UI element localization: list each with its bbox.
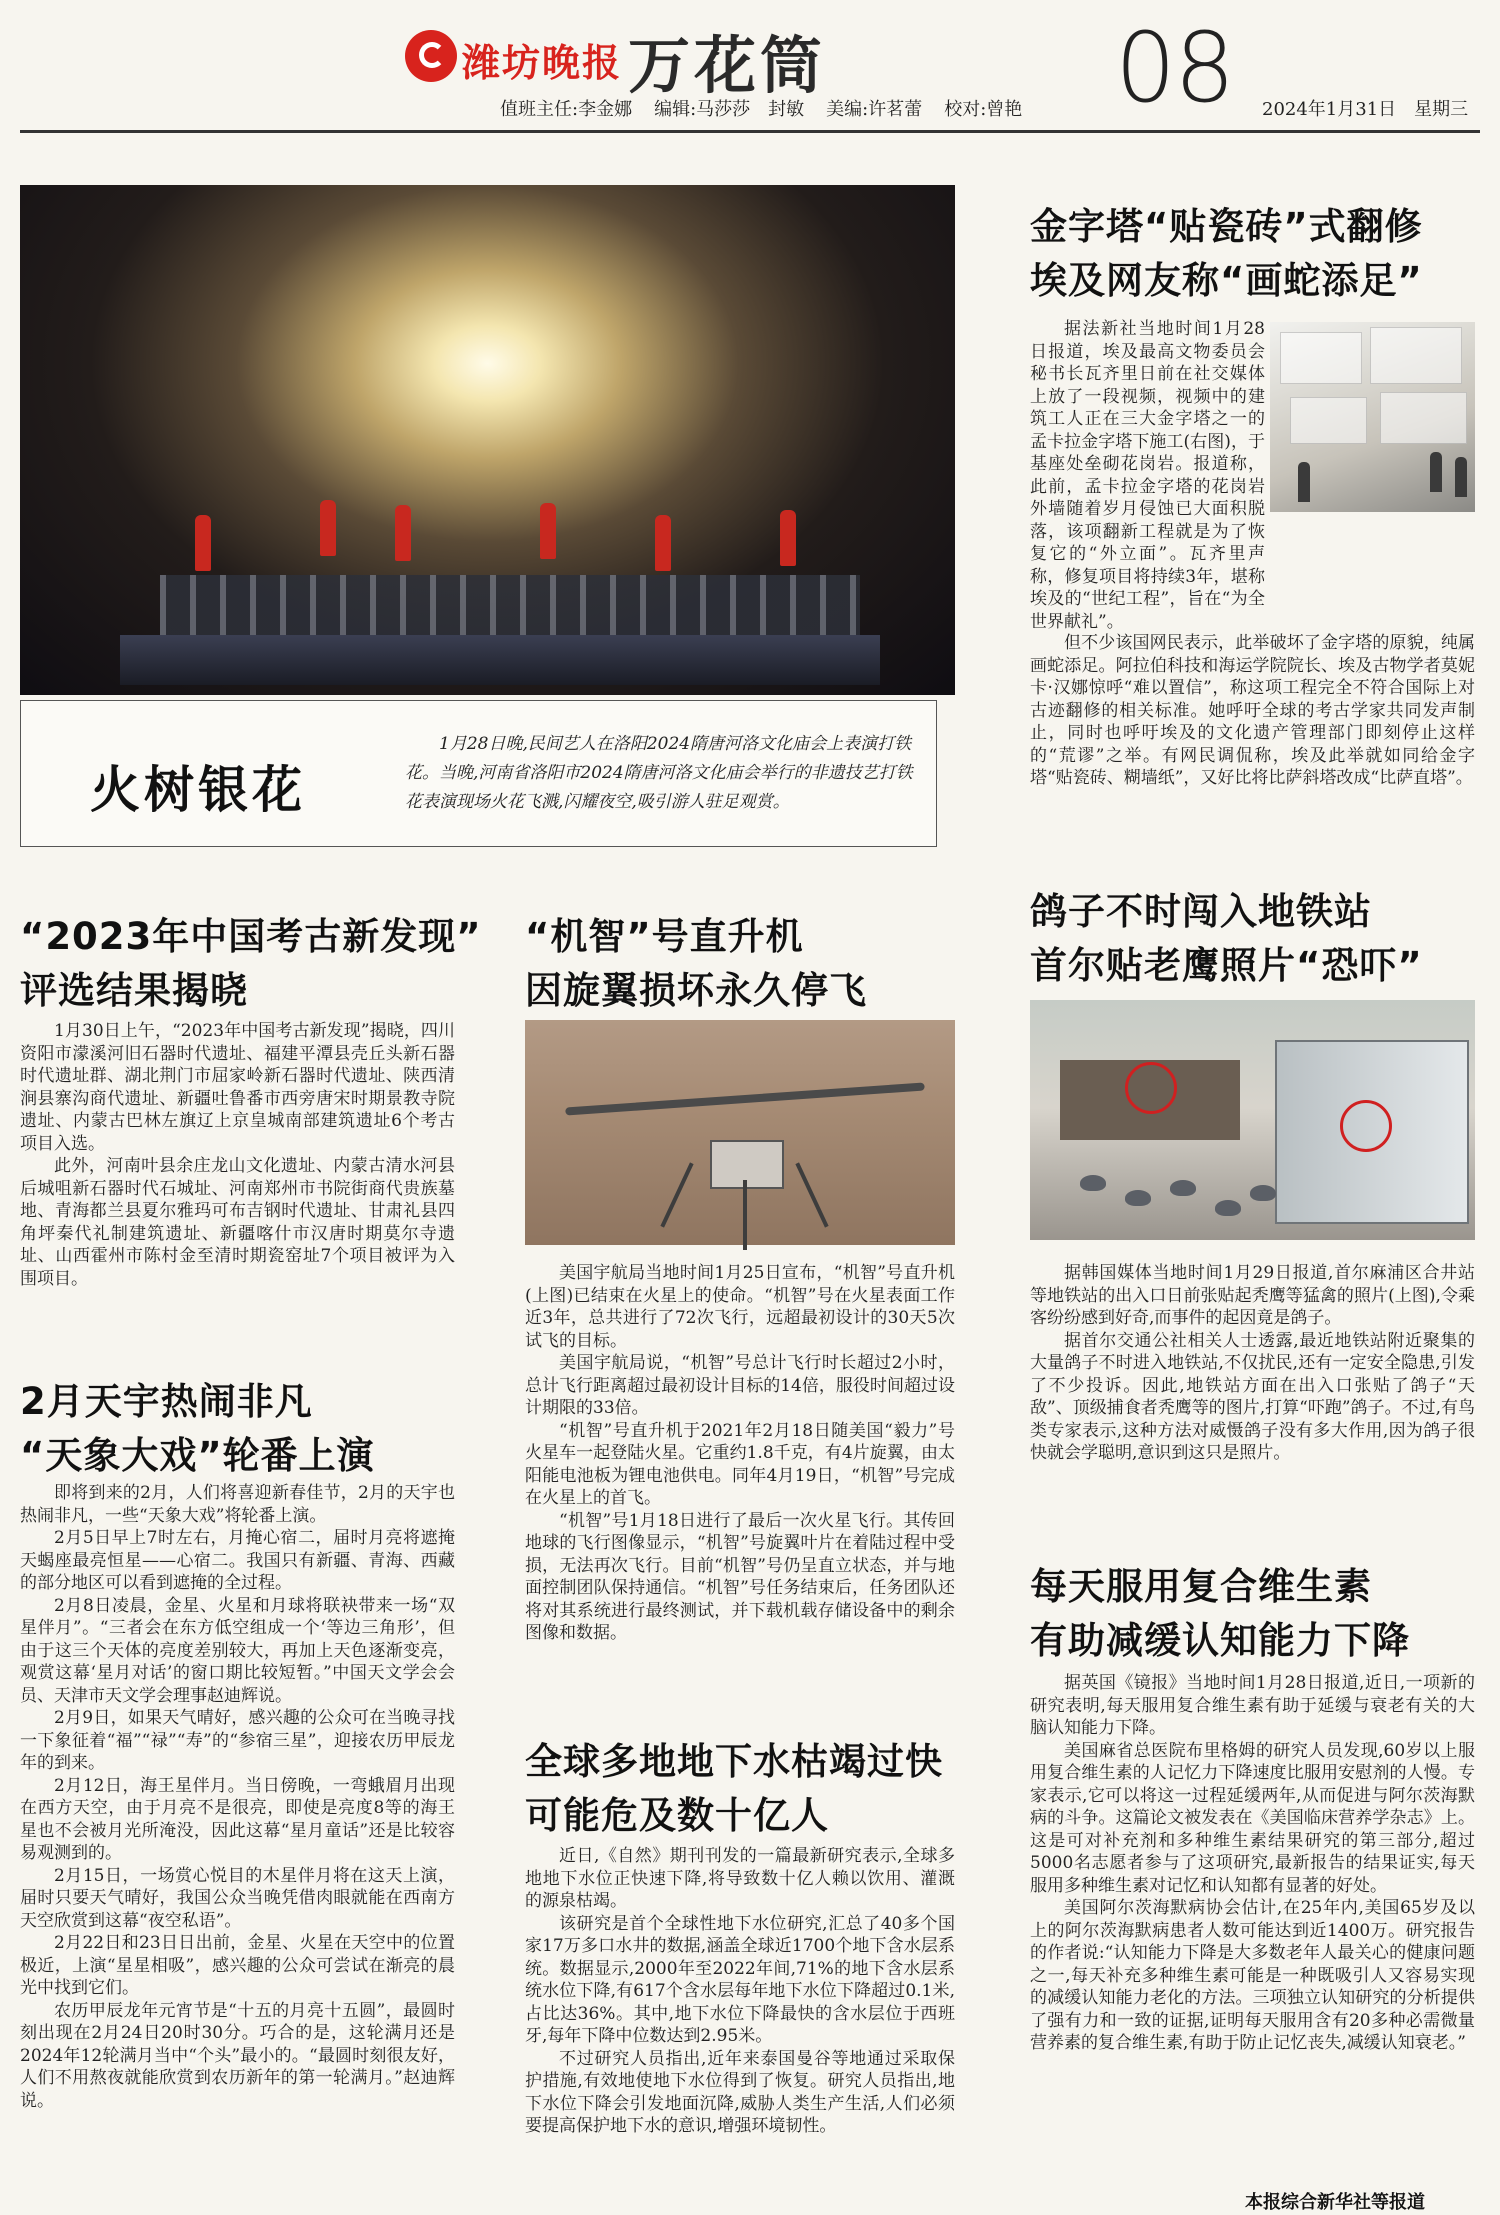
- pigeon: [1250, 1185, 1276, 1201]
- archaeology-headline: “2023年中国考古新发现” 评选结果揭晓: [20, 915, 482, 1012]
- groundwater-body: [525, 1845, 955, 2138]
- astronomy-headline: 2月天宇热闹非凡 “天象大戏”轮番上演: [20, 1380, 375, 1477]
- helicopter-rotor: [565, 1082, 925, 1115]
- paper-logo: [405, 30, 457, 82]
- header-rule: [20, 130, 1480, 133]
- archaeology-body: [20, 1020, 455, 1290]
- helicopter-body-text: [525, 1262, 955, 1645]
- byline: 本报综合新华社等报道: [1245, 2192, 1425, 2213]
- section-name: 万花筒: [628, 29, 827, 102]
- archaeology-paragraph-2: 此外，河南叶县余庄龙山文化遗址、内蒙古清水河县后城咀新石器时代石城址、河南郑州市书院街商代贵族墓地、青海都兰县夏尔雅玛可布吉钢时代遗址、甘肃礼县四角坪秦代礼制建筑遗址、新疆喀什市汉唐时期莫尔寺遗址、山西霍州市陈村金至清时期瓷窑址7个项目被评为入围项目。: [20, 1156, 455, 1289]
- helicopter-leg: [743, 1180, 747, 1250]
- helicopter-paragraph: 美国宇航局说，“机智”号总计飞行时长超过2小时，总计飞行距离超过最初设计目标的14倍，服役时间超过设计期限的33倍。: [525, 1353, 955, 1418]
- stone-block: [1280, 332, 1362, 384]
- performer-figure: [395, 505, 411, 561]
- helicopter-paragraph: “机智”号1月18日进行了最后一次火星飞行。其传回地球的飞行图像显示，“机智”号旋翼叶片在着陆过程中受损，无法再次飞行。目前“机智”号仍呈直立状态，并与地面控制团队保持通信。“机智”号任务结束后，任务团队还将对其系统进行最终测试，并下载机载存储设备中的剩余图像和数据。: [525, 1510, 955, 1643]
- pigeon: [1215, 1200, 1241, 1216]
- helicopter-leg: [660, 1162, 693, 1227]
- helicopter-photo: [525, 1020, 955, 1245]
- highlight-circle: [1340, 1100, 1392, 1152]
- pigeons-body: [1030, 1262, 1475, 1465]
- performer-figure: [195, 515, 211, 571]
- vitamins-paragraph: 美国阿尔茨海默病协会估计,在25年内,美国65岁及以上的阿尔茨海默病患者人数可能达到近1400万。研究报告的作者说:“认知能力下降是大多数老年人最关心的健康问题之一,每天补充多种维生素可能是一种既吸引人又容易实现的减缓认知能力老化的方法。三项独立认知研究的分析提供了强有力和一致的证据,证明每天服用含有20多种必需微量营养素的复合维生素,有助于防止记忆丧失,减缓认知衰老。”: [1030, 1898, 1475, 2053]
- vitamins-paragraph: 美国麻省总医院布里格姆的研究人员发现,60岁以上服用复合维生素的人记忆力下降速度比服用安慰剂的人慢。专家表示,它可以将这一过程延缓两年,从而促进与阿尔茨海默病的斗争。这篇论文被发表在《美国临床营养学杂志》上。这是可对补充剂和多种维生素结果研究的第三部分,超过5000名志愿者参与了这项研究,最新报告的结果证实,每天服用多种维生素对记忆和认知都有显著的好处。: [1030, 1740, 1475, 1896]
- astronomy-paragraph: 2月8日凌晨，金星、火星和月球将联袂带来一场“双星伴月”。“三者会在东方低空组成一个‘等边三角形’，但由于这三个天体的亮度差别较大，再加上天色逐渐变亮，观赏这幕‘星月对话’的窗口期比较短暂。”中国天文学会会员、天津市天文学会理事赵迪辉说。: [20, 1595, 455, 1706]
- photo-stage-base: [120, 635, 880, 685]
- feature-title: 火树银花: [90, 761, 306, 819]
- highlight-circle: [1125, 1062, 1177, 1114]
- astronomy-paragraph: 2月15日，一场赏心悦目的木星伴月将在这天上演，届时只要天气晴好，我国公众当晚凭借肉眼就能在西南方天空欣赏到这幕“夜空私语”。: [20, 1865, 455, 1931]
- pigeons-paragraph: 据韩国媒体当地时间1月29日报道,首尔麻浦区合井站等地铁站的出入口日前张贴起秃鹰等猛禽的照片(上图),令乘客纷纷感到好奇,而事件的起因竟是鸽子。: [1030, 1263, 1475, 1328]
- vitamins-headline: 每天服用复合维生素 有助减缓认知能力下降: [1030, 1565, 1410, 1662]
- credit-designer: 美编:许茗蕾: [826, 99, 923, 120]
- archaeology-paragraph-1: 1月30日上午，“2023年中国考古新发现”揭晓，四川资阳市濛溪河旧石器时代遗址、福建平潭县壳丘头新石器时代遗址群、湖北荆门市屈家岭新石器时代遗址、陕西清涧县寨沟商代遗址、新疆吐鲁番市西旁唐宋时期景教寺院遗址、内蒙古巴林左旗辽上京皇城南部建筑遗址6个考古项目入选。: [20, 1021, 455, 1154]
- worker-figure: [1430, 452, 1442, 492]
- subway-photo: [1030, 1000, 1475, 1240]
- credit-duty: 值班主任:李金娜: [500, 99, 633, 120]
- astronomy-paragraph: 农历甲辰龙年元宵节是“十五的月亮十五圆”，最圆时刻出现在2月24日20时30分。巧合的是，这轮满月还是2024年12轮满月当中“个头”最小的。“最圆时刻很友好，人们不用熬夜就能欣赏到农历新年的第一轮满月。”赵迪辉说。: [20, 2000, 455, 2111]
- page-number: 08: [1115, 12, 1234, 124]
- performer-figure: [540, 503, 556, 559]
- pyramid-headline: 金字塔“贴瓷砖”式翻修 埃及网友称“画蛇添足”: [1030, 205, 1423, 302]
- vitamins-paragraph: 据英国《镜报》当地时间1月28日报道,近日,一项新的研究表明,每天服用复合维生素有助于延缓与衰老有关的大脑认知能力下降。: [1030, 1673, 1475, 1738]
- pyramid-photo: [1270, 322, 1475, 512]
- fireworks-photo: [20, 185, 955, 695]
- worker-figure: [1298, 462, 1310, 502]
- groundwater-paragraph: 不过研究人员指出,近年来泰国曼谷等地通过采取保护措施,有效地使地下水位得到了恢复。研究人员指出,地下水位下降会引发地面沉降,威胁人类生产生活,人们必须要提高保护地下水的意识,增强环境韧性。: [525, 2048, 955, 2136]
- stone-block: [1370, 327, 1462, 384]
- helicopter-paragraph: 美国宇航局当地时间1月25日宣布，“机智”号直升机(上图)已结束在火星上的使命。“机智”号在火星表面工作近3年，总共进行了72次飞行，远超最初设计的30天5次试飞的目标。: [525, 1263, 955, 1351]
- pyramid-body-bottom: [1030, 632, 1475, 790]
- credit-editor: 编辑:马莎莎 封敏: [654, 99, 805, 120]
- publication-date: 2024年1月31日 星期三: [1262, 99, 1469, 120]
- groundwater-paragraph: 该研究是首个全球性地下水位研究,汇总了40多个国家17万多口水井的数据,涵盖全球近1700个地下含水层系统。数据显示,2000年至2022年间,71%的地下含水层系统水位下降,有617个含水层每年地下水位下降超过0.1米,占比达36%。其中,地下水位下降最快的含水层位于西班牙,每年下降中位数达到2.95米。: [525, 1913, 955, 2046]
- astronomy-paragraph: 2月12日，海王星伴月。当日傍晚，一弯蛾眉月出现在西方天空，由于月亮不是很亮，即使是亮度8等的海王星也不会被月光所淹没，因此这幕“星月童话”还是比较容易观测到的。: [20, 1775, 455, 1863]
- helicopter-paragraph: “机智”号直升机于2021年2月18日随美国“毅力”号火星车一起登陆火星。它重约1.8千克，有4片旋翼，由太阳能电池板为锂电池供电。同年4月19日，“机智”号完成在火星上的首飞。: [525, 1420, 955, 1508]
- worker-figure: [1455, 457, 1467, 497]
- pigeon: [1080, 1175, 1106, 1191]
- astronomy-body: [20, 1482, 455, 2112]
- helicopter-leg: [795, 1162, 828, 1227]
- pigeon: [1125, 1190, 1151, 1206]
- performer-figure: [320, 500, 336, 556]
- helicopter-headline: “机智”号直升机 因旋翼损坏永久停飞: [525, 915, 867, 1012]
- helicopter-body: [710, 1140, 784, 1189]
- stone-block: [1290, 397, 1367, 444]
- groundwater-paragraph: 近日,《自然》期刊刊发的一篇最新研究表示,全球多地地下水位正快速下降,将导致数十亿人赖以饮用、灌溉的源泉枯竭。: [525, 1846, 955, 1911]
- performer-figure: [655, 515, 671, 571]
- stone-block: [1380, 392, 1467, 444]
- pyramid-body-top: [1030, 318, 1265, 632]
- pyramid-paragraph-2: 但不少该国网民表示，此举破坏了金字塔的原貌，纯属画蛇添足。阿拉伯科技和海运学院院长、埃及古物学者莫妮卡·汉娜惊呼“难以置信”，称这项工程完全不符合国际上对古迹翻修的相关标准。她呼吁全球的考古学家共同发声制止，同时也呼吁埃及的文化遗产管理部门即刻停止这样的“荒谬”之举。有网民调侃称，埃及此举就如同给金字塔“贴瓷砖、糊墙纸”，又好比将比萨斜塔改成“比萨直塔”。: [1030, 633, 1475, 788]
- astronomy-paragraph: 即将到来的2月，人们将喜迎新春佳节，2月的天宇也热闹非凡，一些“天象大戏”将轮番上演。: [20, 1483, 455, 1526]
- astronomy-paragraph: 2月5日早上7时左右，月掩心宿二，届时月亮将遮掩天蝎座最亮恒星——心宿二。我国只有新疆、青海、西藏的部分地区可以看到遮掩的全过程。: [20, 1528, 455, 1593]
- pigeons-paragraph: 据首尔交通公社相关人士透露,最近地铁站附近聚集的大量鸽子不时进入地铁站,不仅扰民,还有一定安全隐患,引发了不少投诉。因此,地铁站方面在出入口张贴了鸽子“天敌”、顶级捕食者秃鹰等的图片,打算“吓跑”鸽子。不过,有鸟类专家表示,这种方法对威慑鸽子没有多大作用,因为鸽子很快就会学聪明,意识到这只是照片。: [1030, 1330, 1475, 1463]
- pigeons-headline: 鸽子不时闯入地铁站 首尔贴老鹰照片“恐吓”: [1030, 890, 1423, 987]
- astronomy-paragraph: 2月22日和23日日出前，金星、火星在天空中的位置极近，上演“星星相吸”，感兴趣的公众可尝试在渐亮的晨光中找到它们。: [20, 1933, 455, 1998]
- astronomy-paragraph: 2月9日，如果天气晴好，感兴趣的公众可在当晚寻找一下象征着“福”“禄”“寿”的“参宿三星”，迎接农历甲辰龙年的到来。: [20, 1708, 455, 1773]
- performer-figure: [780, 510, 796, 566]
- groundwater-headline: 全球多地地下水枯竭过快 可能危及数十亿人: [525, 1740, 943, 1837]
- paper-name: 潍坊晚报: [462, 41, 623, 85]
- feature-caption: 1月28日晚,民间艺人在洛阳2024隋唐河洛文化庙会上表演打铁花。当晚,河南省洛阳市2024隋唐河洛文化庙会举行的非遗技艺打铁花表演现场火花飞溅,闪耀夜空,吸引游人驻足观赏。: [405, 734, 913, 812]
- editor-credits: [500, 95, 1044, 121]
- credit-proofreader: 校对:曾艳: [944, 99, 1023, 120]
- vitamins-body: [1030, 1672, 1475, 2055]
- pigeon: [1170, 1180, 1196, 1196]
- pyramid-paragraph-1: 据法新社当地时间1月28日报道，埃及最高文物委员会秘书长瓦齐里日前在社交媒体上放了一段视频，视频中的建筑工人正在三大金字塔之一的孟卡拉金字塔下施工(右图)，于基座处垒砌花岗岩。报道称，此前，孟卡拉金字塔的花岗岩外墙随着岁月侵蚀已大面积脱落，该项翻新工程就是为了恢复它的“外立面”。瓦齐里声称，修复项目将持续3年，堪称埃及的“世纪工程”，旨在“为全世界献礼”。: [1030, 319, 1265, 632]
